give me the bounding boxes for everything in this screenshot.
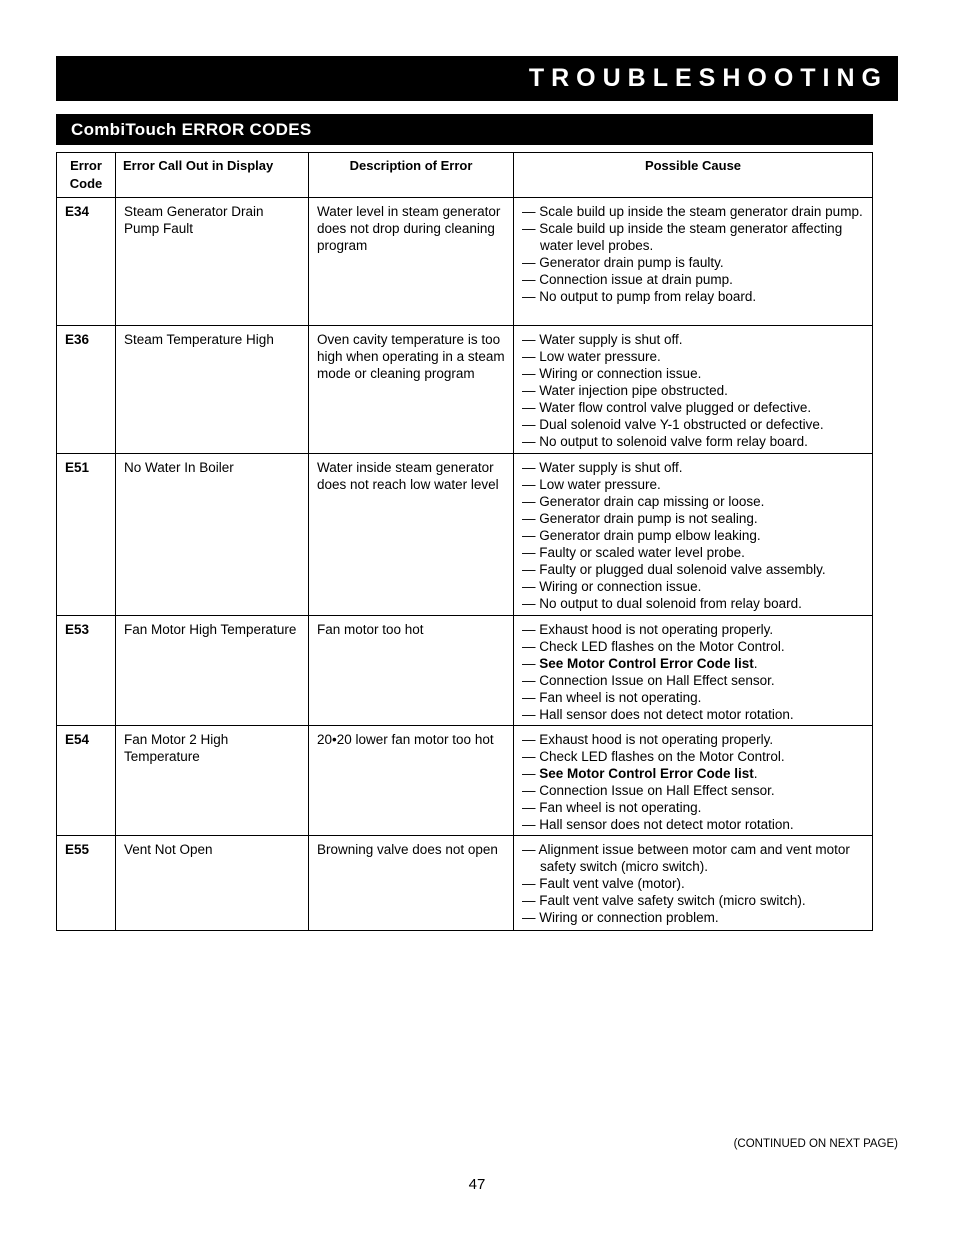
column-header-description: Description of Error xyxy=(309,153,514,198)
error-code-cell: E36 xyxy=(57,326,116,454)
cause-item: — Low water pressure. xyxy=(522,477,661,492)
table-row xyxy=(57,326,873,454)
cause-item: — Water supply is shut off. xyxy=(522,332,683,347)
column-header-possible-cause: Possible Cause xyxy=(514,153,873,198)
error-codes-table xyxy=(56,152,873,931)
description-cell: 20•20 lower fan motor too hot xyxy=(309,726,514,836)
description-cell: Fan motor too hot xyxy=(309,616,514,726)
column-header-callout: Error Call Out in Display xyxy=(116,153,309,198)
cause-item: — Wiring or connection issue. xyxy=(522,579,702,594)
possible-cause-cell xyxy=(514,326,873,454)
cause-item: — Connection issue at drain pump. xyxy=(522,272,733,287)
table-body xyxy=(57,198,873,931)
cause-item: — No output to dual solenoid from relay board. xyxy=(522,596,802,611)
cause-item: — Fault vent valve safety switch (micro switch). xyxy=(522,893,806,908)
error-code-cell: E54 xyxy=(57,726,116,836)
cause-item: — Fan wheel is not operating. xyxy=(522,690,702,705)
callout-cell: Vent Not Open xyxy=(116,836,309,931)
cause-item: — Connection Issue on Hall Effect sensor. xyxy=(522,673,775,688)
cause-item: — Faulty or plugged dual solenoid valve assembly. xyxy=(522,562,826,577)
cause-prefix: — xyxy=(522,656,540,671)
possible-cause-cell xyxy=(514,454,873,616)
error-code-cell: E34 xyxy=(57,198,116,326)
cause-item: — Generator drain pump elbow leaking. xyxy=(522,528,761,543)
description-cell: Water inside steam generator does not reach low water level xyxy=(309,454,514,616)
column-header-error-code: Error Code xyxy=(57,153,116,198)
table-row xyxy=(57,454,873,616)
callout-cell: Steam Temperature High xyxy=(116,326,309,454)
table-header-row xyxy=(57,153,873,198)
page-number: 47 xyxy=(468,1176,486,1193)
cause-item: — Water injection pipe obstructed. xyxy=(522,383,728,398)
error-code-cell: E53 xyxy=(57,616,116,726)
description-cell: Oven cavity temperature is too high when operating in a steam mode or cleaning program xyxy=(309,326,514,454)
continued-note: (CONTINUED ON NEXT PAGE) xyxy=(733,1138,898,1150)
cause-item: — Low water pressure. xyxy=(522,349,661,364)
cause-item: — Generator drain pump is faulty. xyxy=(522,255,724,270)
description-cell: Water level in steam generator does not drop during cleaning program xyxy=(309,198,514,326)
page-header-title: TROUBLESHOOTING xyxy=(528,64,888,92)
cause-item: — Fault vent valve (motor). xyxy=(522,876,685,891)
cause-item: — Hall sensor does not detect motor rotation. xyxy=(522,707,794,722)
cause-prefix: — xyxy=(522,766,540,781)
cause-item: — Dual solenoid valve Y-1 obstructed or defective. xyxy=(522,417,824,432)
cause-reference-link-text: See Motor Control Error Code list xyxy=(539,766,754,781)
table-row xyxy=(57,726,873,836)
cause-reference-link-text: See Motor Control Error Code list xyxy=(539,656,754,671)
cause-item: — Generator drain pump is not sealing. xyxy=(522,511,758,526)
possible-cause-cell xyxy=(514,836,873,931)
error-code-cell: E51 xyxy=(57,454,116,616)
callout-cell: Steam Generator Drain Pump Fault xyxy=(116,198,309,326)
callout-cell: Fan Motor High Temperature xyxy=(116,616,309,726)
cause-item: — Fan wheel is not operating. xyxy=(522,800,702,815)
cause-item: — Generator drain cap missing or loose. xyxy=(522,494,765,509)
callout-cell: Fan Motor 2 High Temperature xyxy=(116,726,309,836)
cause-item: — Wiring or connection problem. xyxy=(522,910,719,925)
cause-item: — Check LED flashes on the Motor Control. xyxy=(522,639,785,654)
possible-cause-cell xyxy=(514,726,873,836)
cause-item: — Scale build up inside the steam generator drain pump. xyxy=(522,204,863,219)
table-row xyxy=(57,836,873,931)
cause-item: — Hall sensor does not detect motor rotation. xyxy=(522,817,794,832)
possible-cause-cell xyxy=(514,616,873,726)
cause-suffix: . xyxy=(753,766,758,781)
cause-item xyxy=(522,655,864,672)
cause-item: — Connection Issue on Hall Effect sensor. xyxy=(522,783,775,798)
cause-item: — Alignment issue between motor cam and vent motor safety switch (micro switch). xyxy=(522,842,850,874)
cause-item: — No output to pump from relay board. xyxy=(522,289,757,304)
cause-item: — Exhaust hood is not operating properly. xyxy=(522,622,774,637)
cause-item: — Exhaust hood is not operating properly. xyxy=(522,732,774,747)
description-cell: Browning valve does not open xyxy=(309,836,514,931)
cause-item: — Check LED flashes on the Motor Control. xyxy=(522,749,785,764)
table-row xyxy=(57,198,873,326)
table-row xyxy=(57,616,873,726)
cause-item: — No output to solenoid valve form relay board. xyxy=(522,434,808,449)
error-code-cell: E55 xyxy=(57,836,116,931)
cause-item: — Faulty or scaled water level probe. xyxy=(522,545,745,560)
cause-item: — Water supply is shut off. xyxy=(522,460,683,475)
cause-item: — Wiring or connection issue. xyxy=(522,366,702,381)
page-header-banner xyxy=(56,56,898,101)
possible-cause-cell xyxy=(514,198,873,326)
section-title: CombiTouch ERROR CODES xyxy=(71,119,312,139)
cause-suffix: . xyxy=(753,656,758,671)
callout-cell: No Water In Boiler xyxy=(116,454,309,616)
cause-item: — Scale build up inside the steam generator affecting water level probes. xyxy=(522,221,843,253)
cause-item xyxy=(522,765,864,782)
cause-item: — Water flow control valve plugged or defective. xyxy=(522,400,812,415)
section-title-bar xyxy=(56,114,873,145)
